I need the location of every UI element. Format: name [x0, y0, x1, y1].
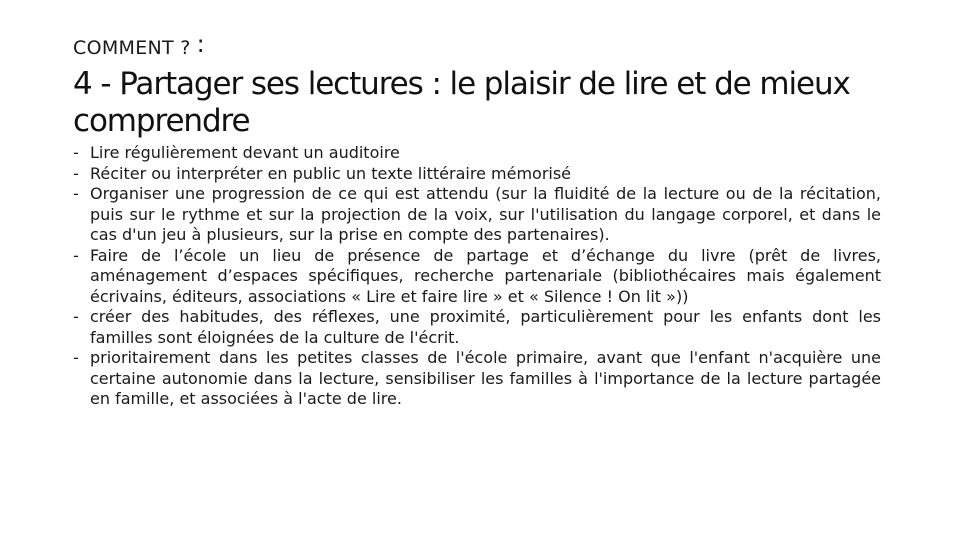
bullet-item	[73, 143, 881, 164]
bullet-item	[73, 246, 881, 308]
subtitle-text: COMMENT ?	[73, 37, 191, 59]
bullet-item	[73, 348, 881, 410]
bullet-marker: -	[73, 163, 79, 183]
bullet-text: prioritairement dans les petites classes de l'école primaire, avant que l'enfant n'acquière une certaine autonomie dans la lecture, sensibiliser les familles à l'importance de la lecture partagée en famille, et associées à l'acte de lire.	[90, 348, 881, 408]
bullet-marker: -	[73, 184, 79, 203]
bullet-text: Réciter ou interpréter en public un texte littéraire mémorisé	[90, 163, 572, 183]
slide-title: 4 - Partager ses lectures : le plaisir de lire et de mieux comprendre	[73, 66, 850, 139]
bullet-list	[73, 143, 881, 410]
bullet-marker: -	[73, 307, 79, 326]
bullet-marker: -	[73, 143, 79, 162]
slide-subtitle	[73, 32, 205, 60]
subtitle-colon: :	[196, 30, 206, 58]
bullet-text: Faire de l’école un lieu de présence de partage et d’échange du livre (prêt de livres, aménagement d’espaces spécifiques, recherche partenariale (bibliothécaires mais également écrivains, éditeurs, associations « Lire et faire lire » et « Silence ! On lit »))	[90, 245, 881, 306]
bullet-item	[73, 184, 881, 246]
bullet-item	[73, 164, 881, 185]
bullet-text: Lire régulièrement devant un auditoire	[90, 143, 400, 162]
bullet-item	[73, 307, 881, 348]
bullet-marker: -	[73, 348, 79, 367]
bullet-marker: -	[73, 245, 79, 265]
bullet-text: créer des habitudes, des réflexes, une proximité, particulièrement pour les enfants dont les familles sont éloignées de la culture de l'écrit.	[90, 307, 881, 347]
bullet-text: Organiser une progression de ce qui est attendu (sur la fluidité de la lecture ou de la récitation, puis sur le rythme et sur la projection de la voix, sur l'utilisation du langage corporel, et dans le cas d'un jeu à plusieurs, sur la prise en compte des partenaires).	[90, 184, 881, 244]
